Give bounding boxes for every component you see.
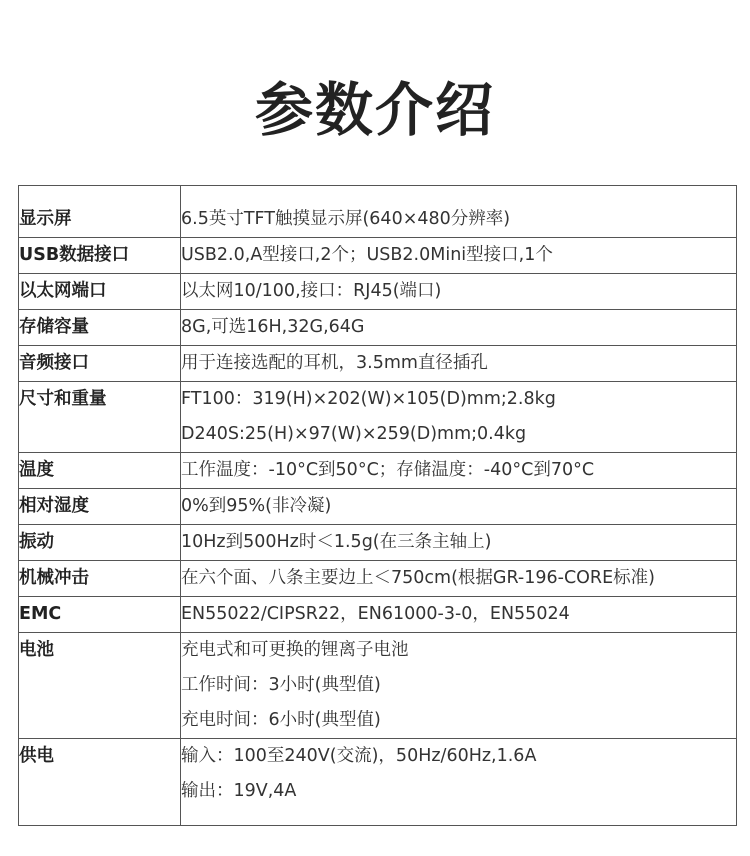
table-row	[19, 489, 737, 525]
row-value	[181, 310, 737, 346]
value-line: 用于连接选配的耳机，3.5mm直径插孔	[181, 353, 488, 373]
row-value	[181, 525, 737, 561]
spec-table	[18, 185, 737, 826]
row-label: EMC	[19, 597, 181, 633]
table-row	[19, 238, 737, 274]
row-label: 以太网端口	[19, 274, 181, 310]
value-line: 以太网10/100,接口：RJ45(端口)	[181, 281, 442, 301]
row-label: 显示屏	[19, 186, 181, 238]
row-value	[181, 739, 737, 826]
row-value	[181, 561, 737, 597]
table-row	[19, 310, 737, 346]
value-line: 充电式和可更换的锂离子电池	[181, 640, 409, 660]
row-value	[181, 489, 737, 525]
table-row	[19, 274, 737, 310]
row-value	[181, 274, 737, 310]
row-value	[181, 238, 737, 274]
value-line: 0%到95%(非冷凝)	[181, 496, 332, 516]
table-row	[19, 346, 737, 382]
value-line: EN55022/CIPSR22，EN61000-3-0，EN55024	[181, 604, 570, 624]
row-label: 机械冲击	[19, 561, 181, 597]
table-row	[19, 633, 737, 739]
value-line: 10Hz到500Hz时＜1.5g(在三条主轴上)	[181, 532, 492, 552]
row-value	[181, 186, 737, 238]
row-label: 相对湿度	[19, 489, 181, 525]
table-row	[19, 561, 737, 597]
value-line: 输入：100至240V(交流)，50Hz/60Hz,1.6A	[181, 746, 537, 766]
row-label: 尺寸和重量	[19, 382, 181, 453]
row-value	[181, 633, 737, 739]
value-line: FT100：319(H)×202(W)×105(D)mm;2.8kg	[181, 389, 556, 409]
value-line: D240S:25(H)×97(W)×259(D)mm;0.4kg	[181, 424, 527, 444]
table-row	[19, 453, 737, 489]
value-line: USB2.0,A型接口,2个；USB2.0Mini型接口,1个	[181, 245, 553, 265]
row-label: 振动	[19, 525, 181, 561]
value-line: 工作温度：-10°C到50°C；存储温度：-40°C到70°C	[181, 460, 595, 480]
value-line: 工作时间：3小时(典型值)	[181, 675, 381, 695]
table-row	[19, 739, 737, 826]
value-line: 充电时间：6小时(典型值)	[181, 710, 381, 730]
table-row	[19, 525, 737, 561]
row-label: 音频接口	[19, 346, 181, 382]
table-row	[19, 382, 737, 453]
row-label: 温度	[19, 453, 181, 489]
value-line: 6.5英寸TFT触摸显示屏(640×480分辨率)	[181, 209, 511, 229]
row-value	[181, 597, 737, 633]
row-label: USB数据接口	[19, 238, 181, 274]
value-line: 输出：19V,4A	[181, 781, 297, 801]
row-label: 供电	[19, 739, 181, 826]
value-line: 8G,可选16H,32G,64G	[181, 317, 365, 337]
row-value	[181, 453, 737, 489]
row-value	[181, 382, 737, 453]
table-row	[19, 597, 737, 633]
value-line: 在六个面、八条主要边上＜750cm(根据GR-196-CORE标准)	[181, 568, 655, 588]
table-row	[19, 186, 737, 238]
row-label: 电池	[19, 633, 181, 739]
row-value	[181, 346, 737, 382]
page-title: 参数介绍	[254, 76, 495, 144]
row-label: 存储容量	[19, 310, 181, 346]
